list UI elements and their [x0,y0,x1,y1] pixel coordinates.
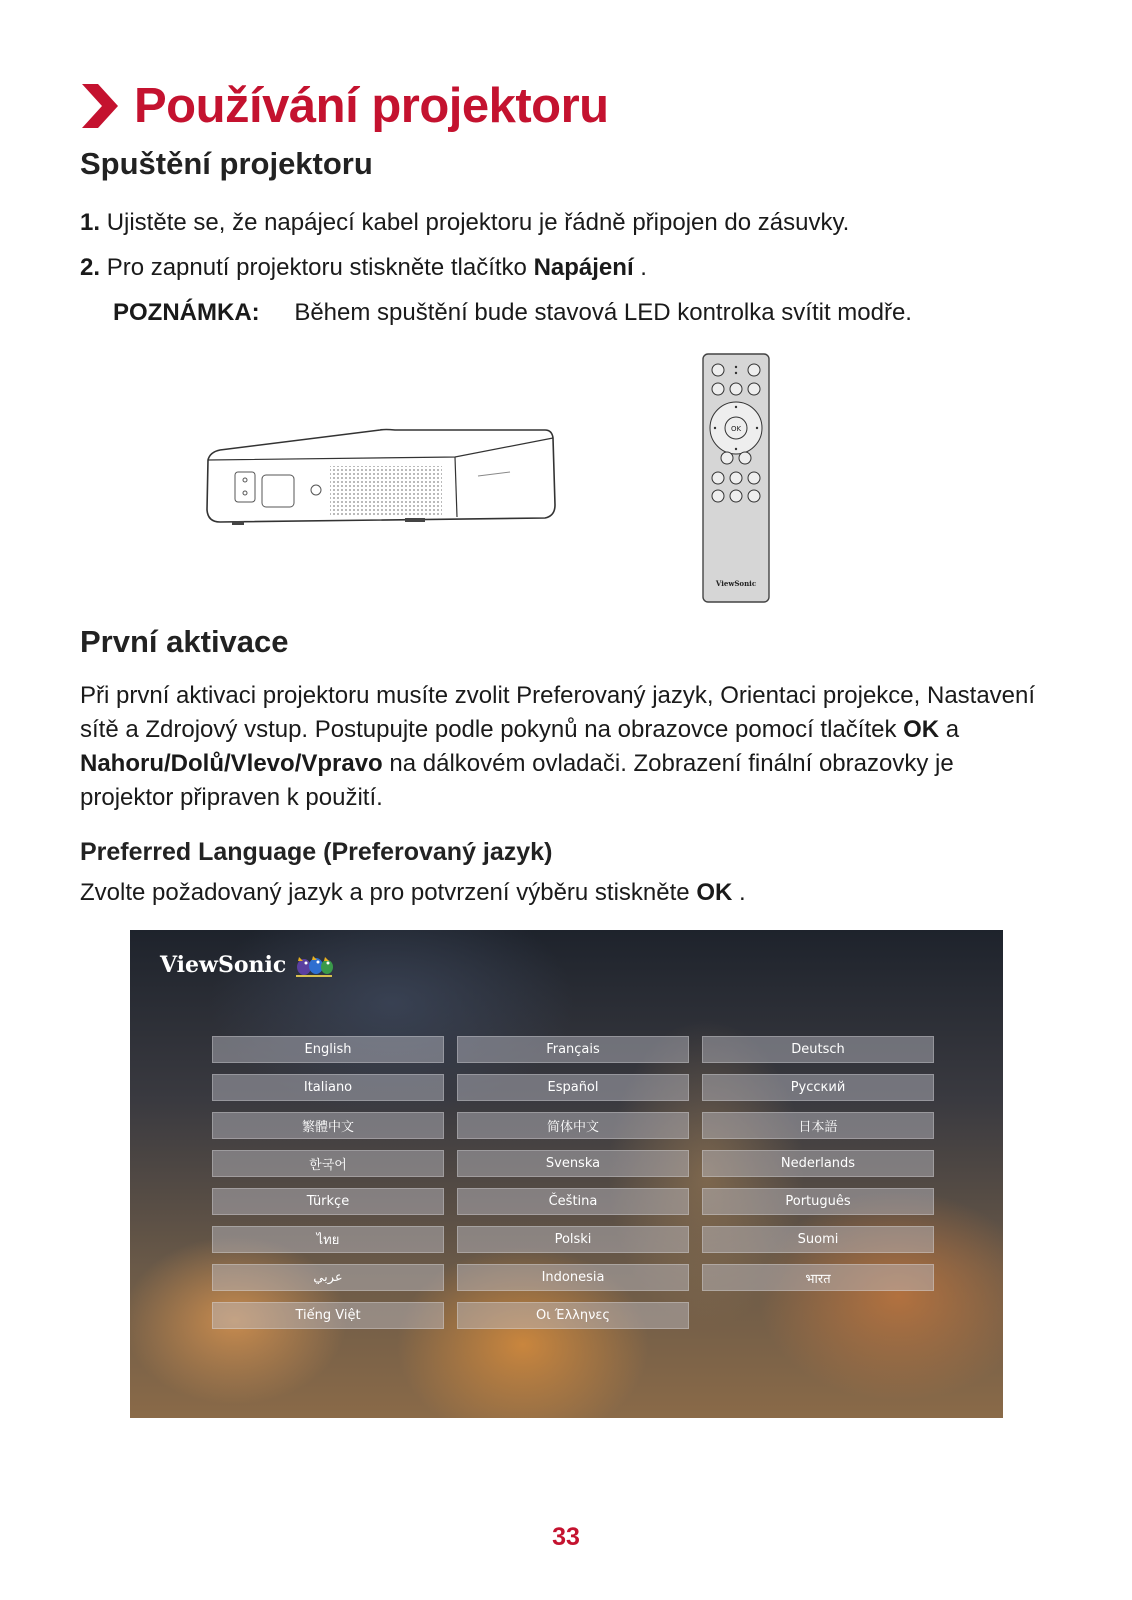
power-keyword: Napájení [533,254,634,281]
instruction-ok-keyword: OK [696,879,733,906]
chevron-right-icon [80,82,120,130]
step-2-number: 2. [80,254,101,281]
language-option-thai[interactable]: ไทย [212,1226,444,1253]
section-heading-first-activation: První aktivace [80,624,289,659]
language-option-russian[interactable]: Русский [702,1074,934,1101]
para-ok-keyword: OK [903,716,940,743]
language-selection-screen [130,930,1003,1418]
language-option-finnish[interactable]: Suomi [702,1226,934,1253]
language-option-czech[interactable]: Čeština [457,1188,689,1215]
language-option-traditional-chinese[interactable]: 繁體中文 [212,1112,444,1139]
page-title: Používání projektoru [134,79,609,133]
step-1 [80,206,849,240]
para-text-2: a [939,716,960,743]
language-grid [212,1036,934,1329]
screen-brand [160,952,334,978]
first-activation-paragraph [80,679,1040,815]
language-option-spanish[interactable]: Español [457,1074,689,1101]
language-option-japanese[interactable]: 日本語 [702,1112,934,1139]
step-2-end: . [633,254,647,281]
note-text: Během spuštění bude stavová LED kontrolka svítit modře. [294,299,912,326]
page-number: 33 [552,1523,580,1551]
language-option-korean[interactable]: 한국어 [212,1150,444,1177]
projector-illustration [200,420,560,540]
language-option-hindi[interactable]: भारत [702,1264,934,1291]
language-option-german[interactable]: Deutsch [702,1036,934,1063]
language-option-greek[interactable]: Οι Έλληνες [457,1302,689,1329]
brand-logo-text: ViewSonic [160,952,287,978]
para-direction-keyword: Nahoru/Dolů/Vlevo/Vpravo [80,750,383,777]
language-option-english[interactable]: English [212,1036,444,1063]
language-option-indonesian[interactable]: Indonesia [457,1264,689,1291]
language-option-simplified-chinese[interactable]: 简体中文 [457,1112,689,1139]
birds-logo-icon [294,952,334,978]
step-1-number: 1. [80,209,101,236]
section-heading-preferred-language: Preferred Language (Preferovaný jazyk) [80,838,553,866]
note-label: POZNÁMKA: [113,299,260,326]
para-text-1: Při první aktivaci projektoru musíte zvolit Preferovaný jazyk, Orientaci projekce, Nastavení sítě a Zdrojový vstup. Postupujte podle pokynů na obrazovce pomocí tlačítek [80,682,1036,743]
remote-brand-label: ViewSonic [715,579,757,588]
preferred-language-instruction [80,876,746,910]
language-option-polish[interactable]: Polski [457,1226,689,1253]
page-header [80,78,609,134]
note [113,296,912,330]
section-heading-startup: Spuštění projektoru [80,146,373,181]
language-option-turkish[interactable]: Türkçe [212,1188,444,1215]
remote-ok-label: OK [730,425,742,433]
language-option-dutch[interactable]: Nederlands [702,1150,934,1177]
remote-control-illustration [700,352,774,606]
language-option-portuguese[interactable]: Português [702,1188,934,1215]
language-option-arabic[interactable]: عربي [212,1264,444,1291]
instruction-end: . [732,879,746,906]
step-1-text: Ujistěte se, že napájecí kabel projektoru je řádně připojen do zásuvky. [106,209,850,236]
language-option-italian[interactable]: Italiano [212,1074,444,1101]
step-2-text: Pro zapnutí projektoru stiskněte tlačítko [106,254,534,281]
step-2 [80,251,647,285]
para-text-3: na dálkovém ovladači. Zobrazení finální obrazovky je projektor připraven k použití. [80,750,954,811]
language-option-vietnamese[interactable]: Tiếng Việt [212,1302,444,1329]
language-option-french[interactable]: Français [457,1036,689,1063]
instruction-text: Zvolte požadovaný jazyk a pro potvrzení výběru stiskněte [80,879,697,906]
language-option-swedish[interactable]: Svenska [457,1150,689,1177]
